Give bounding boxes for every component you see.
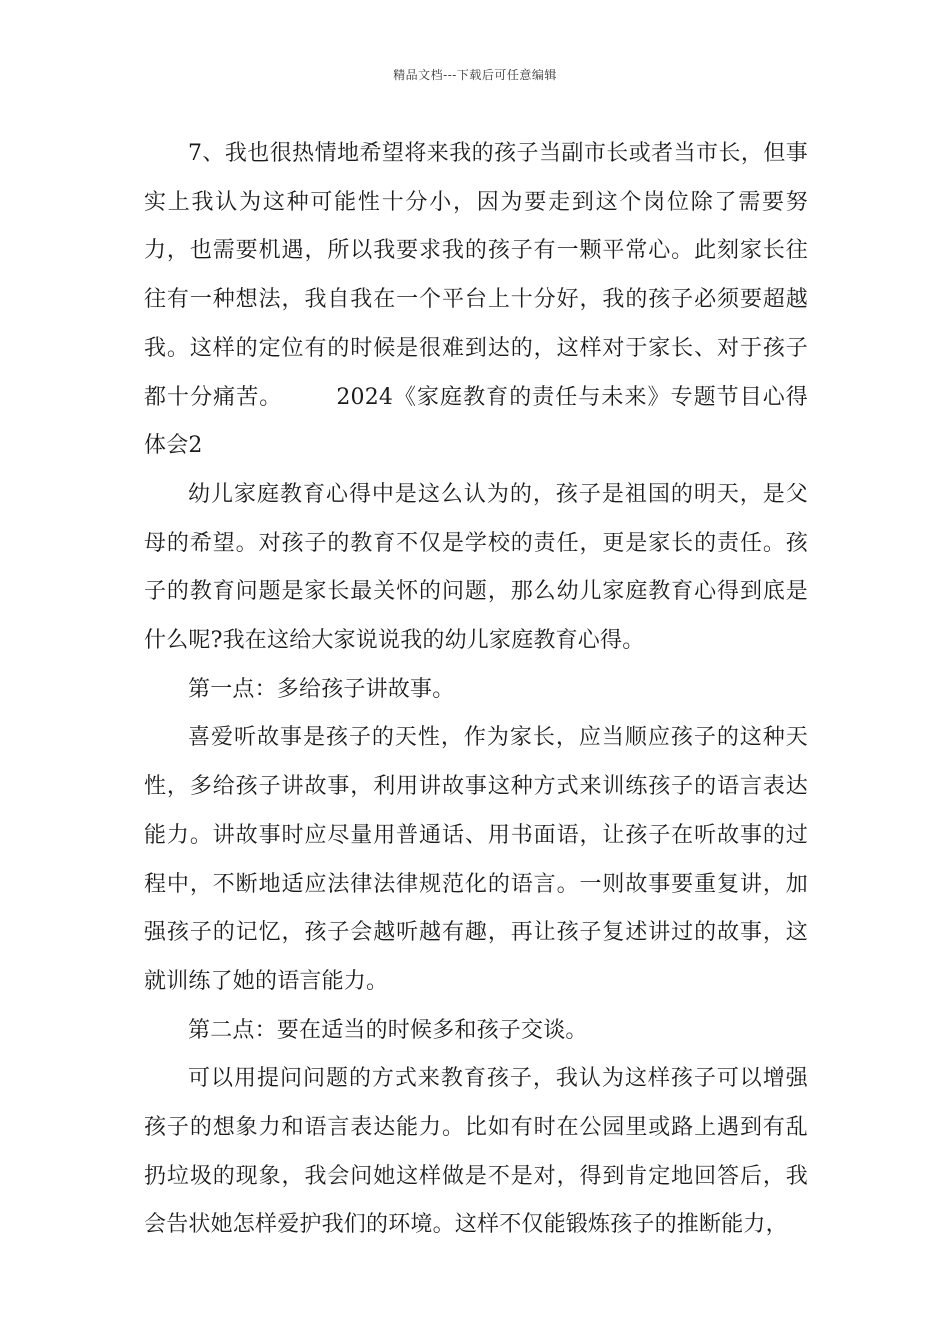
section-title: 2024《家庭教育的责任与未来》专题节目心得体会2 xyxy=(144,384,809,459)
paragraph-1 xyxy=(144,130,808,471)
page-header: 精品文档---下载后可任意编辑 xyxy=(393,68,557,82)
point-1-heading: 第一点：多给孩子讲故事。 xyxy=(188,676,455,702)
paragraph-2: 幼儿家庭教育心得中是这么认为的，孩子是祖国的明天，是父母的希望。对孩子的教育不仅是学校的责任，更是家长的责任。孩子的教育问题是家长最关怀的问题，那么幼儿家庭教育心得到底是什么呢?我在这给大家说说我的幼儿家庭教育心得。 xyxy=(144,481,808,654)
paragraph-4: 可以用提问问题的方式来教育孩子，我认为这样孩子可以增强孩子的想象力和语言表达能力。比如有时在公园里或路上遇到有乱扔垃圾的现象，我会问她这样做是不是对，得到肯定地回答后，我会告状她怎样爱护我们的环境。这样不仅能锻炼孩子的推断能力， xyxy=(144,1066,808,1238)
point-2-heading: 第二点：要在适当的时候多和孩子交谈。 xyxy=(188,1017,588,1043)
document-body xyxy=(144,130,808,1250)
paragraph-1-text: 7、我也很热情地希望将来我的孩子当副市长或者当市长，但事实上我认为这种可能性十分小，因为要走到这个岗位除了需要努力，也需要机遇，所以我要求我的孩子有一颗平常心。此刻家长往往有一种想法，我自我在一个平台上十分好，我的孩子必须要超越我。这样的定位有的时候是很难到达的，这样对于家长、对于孩子都十分痛苦。 xyxy=(144,141,808,410)
paragraph-3: 喜爱听故事是孩子的天性，作为家长，应当顺应孩子的这种天性，多给孩子讲故事，利用讲故事这种方式来训练孩子的语言表达能力。讲故事时应尽量用普通话、用书面语，让孩子在听故事的过程中，不断地适应法律法律规范化的语言。一则故事要重复讲，加强孩子的记忆，孩子会越听越有趣，再让孩子复述讲过的故事，这就训练了她的语言能力。 xyxy=(144,725,808,994)
